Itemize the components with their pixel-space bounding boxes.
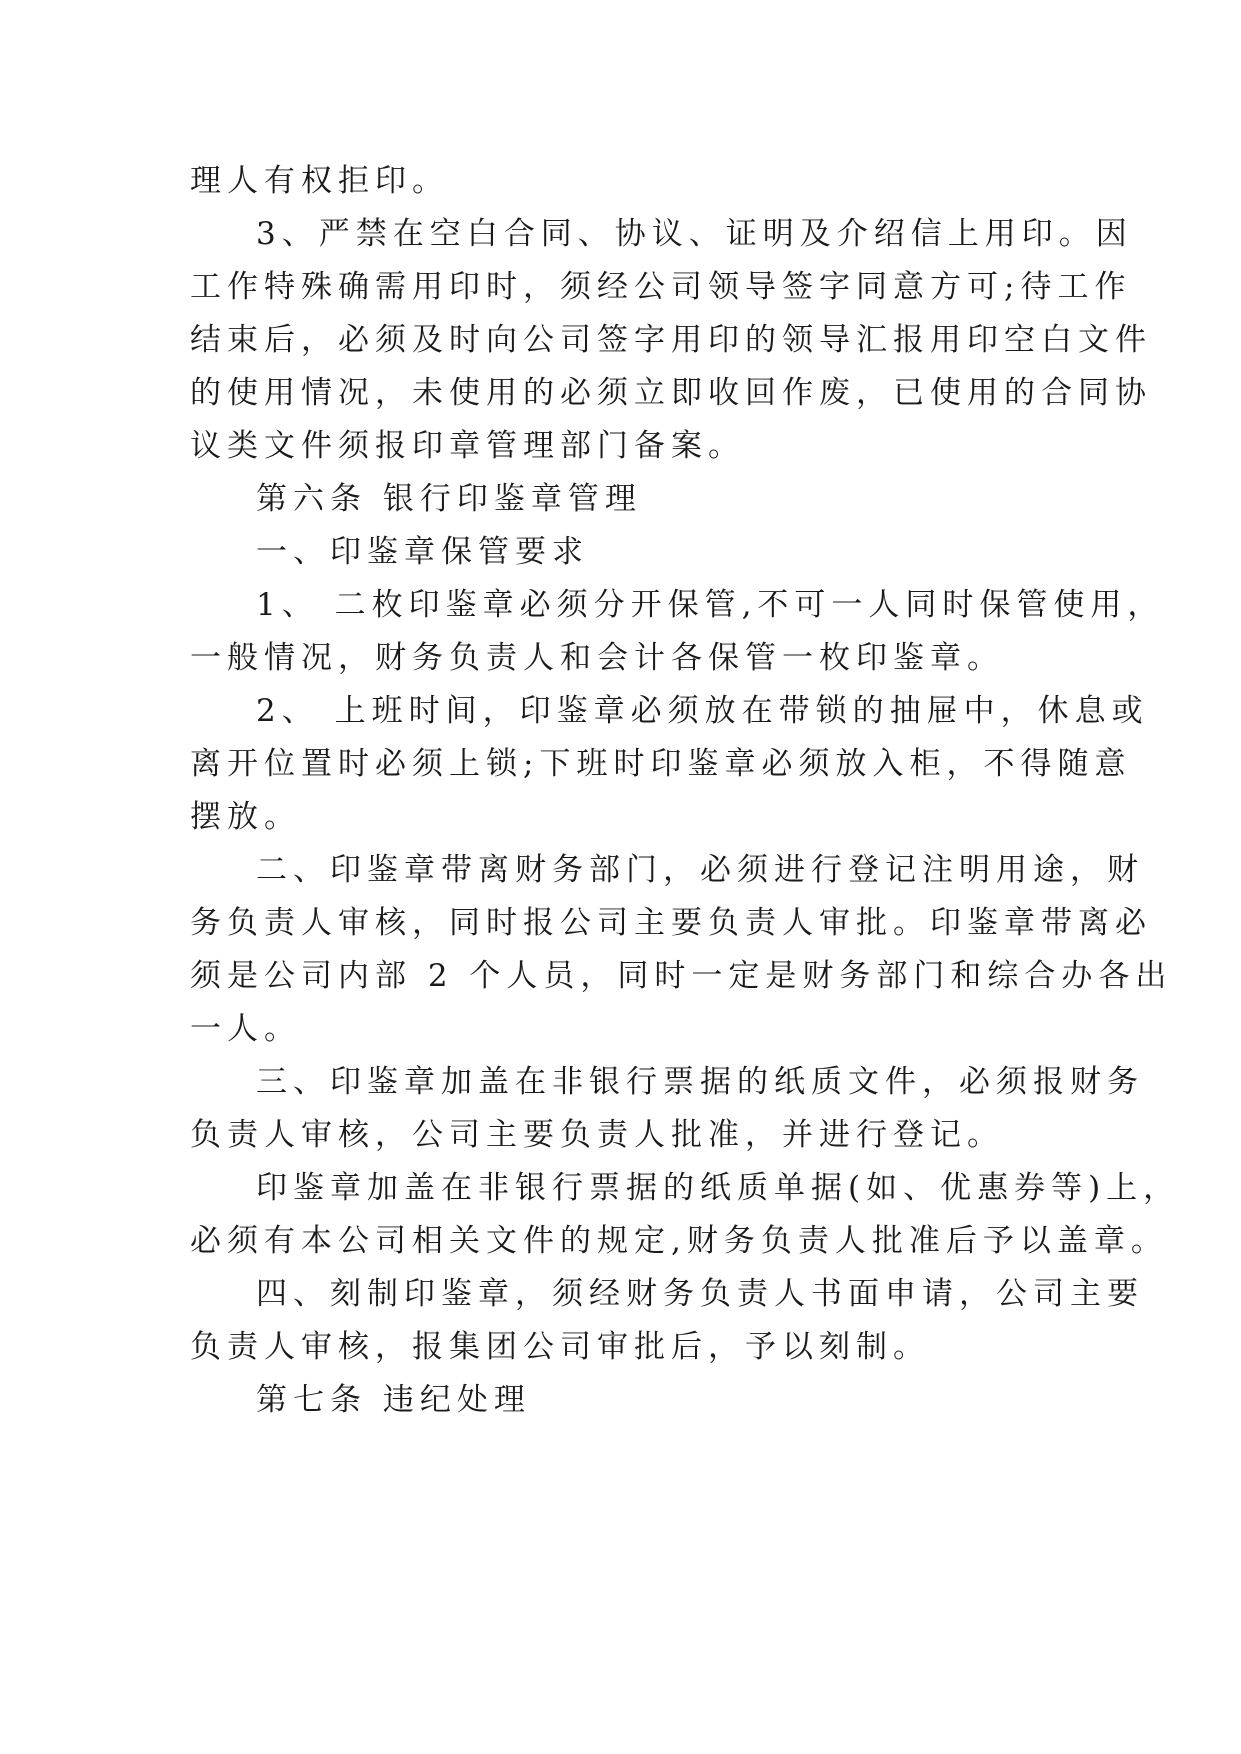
text-line: 三、印鉴章加盖在非银行票据的纸质文件，必须报财务 [256,1064,1144,1100]
text-line: 议类文件须报印章管理部门备案。 [190,428,745,464]
text-line: 一人。 [190,1011,301,1047]
text-line: 1、 二枚印鉴章必须分开保管,不可一人同时保管使用， [256,587,1165,623]
text-line: 的使用情况，未使用的必须立即收回作废，已使用的合同协 [190,375,1152,411]
text-line: 结束后，必须及时向公司签字用印的领导汇报用印空白文件 [190,322,1152,358]
text-line: 印鉴章加盖在非银行票据的纸质单据(如、优惠券等)上， [256,1170,1181,1206]
section-heading: 第七条 违纪处理 [256,1382,531,1418]
text-line: 3、严禁在空白合同、协议、证明及介绍信上用印。因 [256,216,1133,252]
text-line: 理人有权拒印。 [190,163,449,199]
text-line: 负责人审核，公司主要负责人批准，并进行登记。 [190,1117,1004,1153]
text-line: 二、印鉴章带离财务部门，必须进行登记注明用途，财 [256,852,1144,888]
text-line: 2、 上班时间，印鉴章必须放在带锁的抽屉中，休息或 [256,693,1149,729]
text-line: 一般情况，财务负责人和会计各保管一枚印鉴章。 [190,640,1004,676]
section-heading: 第六条 银行印鉴章管理 [256,481,642,517]
text-line: 摆放。 [190,799,301,835]
text-line: 必须有本公司相关文件的规定,财务负责人批准后予以盖章。 [190,1223,1168,1259]
text-line: 工作特殊确需用印时，须经公司领导签字同意方可;待工作 [190,269,1132,305]
text-line: 四、刻制印鉴章，须经财务负责人书面申请，公司主要 [256,1276,1144,1312]
text-line: 负责人审核，报集团公司审批后，予以刻制。 [190,1329,930,1365]
text-line: 务负责人审核，同时报公司主要负责人审批。印鉴章带离必 [190,905,1152,941]
text-line: 须是公司内部 2 个人员，同时一定是财务部门和综合办各出 [190,958,1173,994]
subsection-heading: 一、印鉴章保管要求 [256,534,589,570]
text-line: 离开位置时必须上锁;下班时印鉴章必须放入柜，不得随意 [190,746,1132,782]
